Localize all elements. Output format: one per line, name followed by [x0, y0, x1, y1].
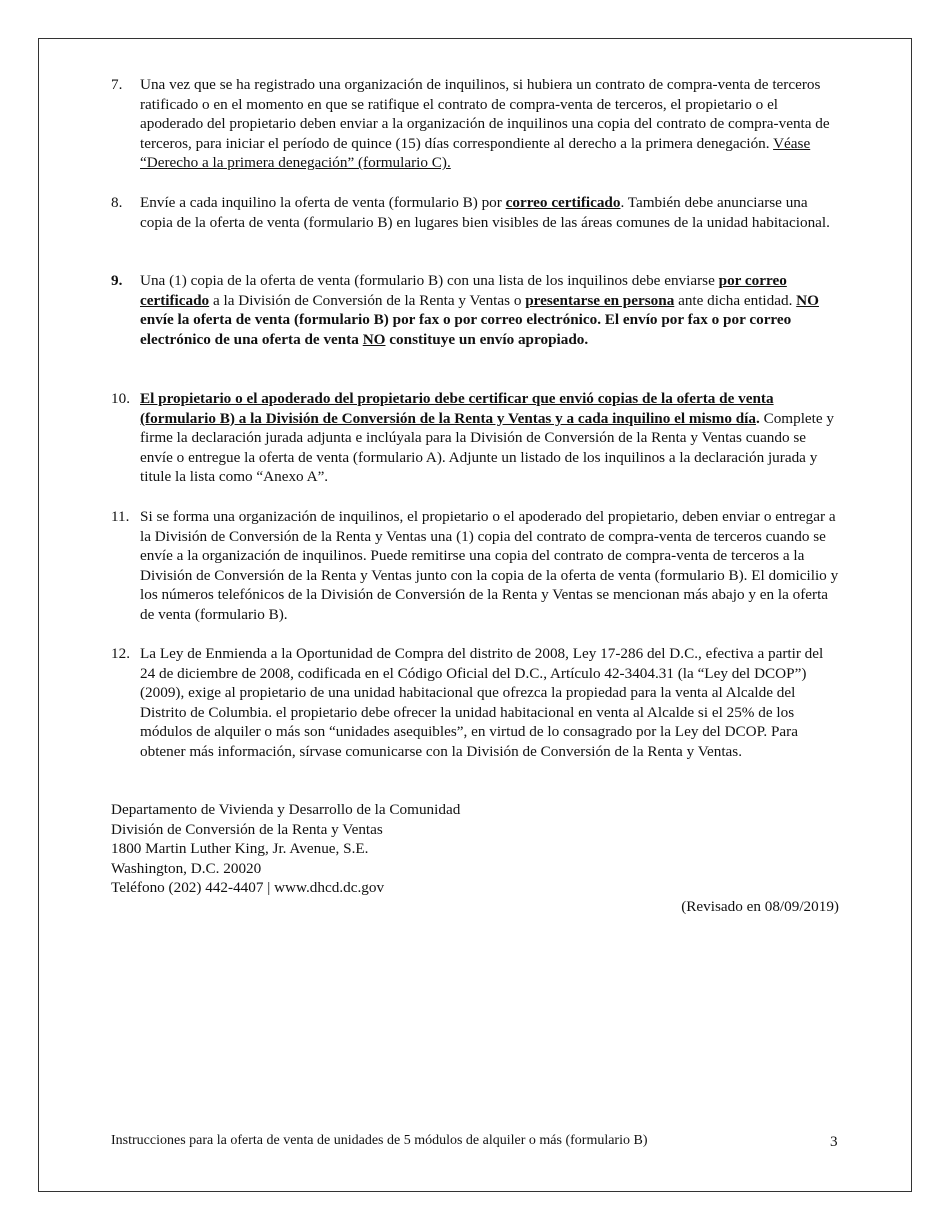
text-segment: Complete y firme la declaración jurada adjunta e inclúyala para la División de Conversión de la Renta y Ventas cuando se envíe o entregue la oferta de venta (formulario A). Adjunte un listado de los inquilinos a la declaración jurada y titule la lista como “Anexo A”. — [140, 409, 835, 486]
address-department: Departamento de Vivienda y Desarrollo de la Comunidad — [111, 801, 461, 818]
emphasis-in-person: presentarse en persona — [525, 291, 675, 309]
footer-title: Instrucciones para la oferta de venta de unidades de 5 módulos de alquiler o más (formulario B) — [111, 1133, 648, 1148]
item-number: 12. — [111, 645, 130, 662]
address-city: Washington, D.C. 20020 — [111, 859, 262, 877]
item-number: 9. — [111, 272, 123, 289]
address-street: 1800 Martin Luther King, Jr. Avenue, S.E. — [111, 840, 369, 858]
contact-address — [111, 800, 460, 898]
text-segment: . — [755, 409, 760, 427]
text-segment: ante dicha entidad. — [674, 291, 797, 309]
item-text — [140, 507, 839, 625]
emphasis-certified-mail: por correo certificado — [140, 272, 787, 309]
text-segment: Si se forma una organización de inquilinos, el propietario o el apoderado del propietario, deben enviar o entregar a la División de Conversión de la Renta y Ventas una (1) copia del contrato de compra-venta de terceros cuando se envíe a la organización de inquilinos. Puede remitirse una copia del contrato de compra-venta de terceros a la División de Conversión de la Renta y Ventas junto con la copia de la oferta de venta (formulario B). El domicilio y los números telefónicos de la División de Conversión de la Renta y Ventas se mencionan más abajo y en la oferta de venta (formulario B). — [140, 508, 839, 623]
item-number: 10. — [111, 390, 130, 407]
item-number: 11. — [111, 508, 130, 525]
address-division: División de Conversión de la Renta y Ventas — [111, 820, 383, 838]
list-item-9 — [111, 271, 839, 349]
text-segment: a la División de Conversión de la Renta y Ventas o — [209, 291, 526, 309]
text-segment: Envíe a cada inquilino la oferta de venta (formulario B) por — [140, 194, 506, 211]
revision-date: (Revisado en 08/09/2019) — [681, 898, 839, 915]
list-item-12 — [111, 644, 839, 762]
item-number: 7. — [111, 76, 123, 93]
page-number: 3 — [830, 1133, 838, 1150]
address-phone-web: Teléfono (202) 442-4407 | www.dhcd.dc.gov — [111, 879, 385, 897]
text-segment: . También debe anunciarse una copia de la oferta de venta (formulario B) en lugares bien visibles de las áreas comunes de la unidad habitacional. — [140, 194, 830, 231]
bold-warning: envíe la oferta de venta (formulario B) por fax o por correo electrónico. El envío por fax o por correo electrónico de una oferta de venta — [140, 311, 792, 348]
emphasis-no: NO — [796, 291, 819, 309]
text-segment: Una (1) copia de la oferta de venta (formulario B) con una lista de los inquilinos debe enviarse — [140, 272, 719, 289]
list-item-10 — [111, 389, 839, 487]
text-segment: La Ley de Enmienda a la Oportunidad de Compra del distrito de 2008, Ley 17-286 del D.C., efectiva a partir del 24 de diciembre de 2008, codificada en el Código Oficial del D.C., Artículo 42-3404.31 (la “Ley del DCOP”) (2009), exige al propietario de una unidad habitacional que ofrezca la propiedad para la venta al Alcalde del Distrito de Columbia. el propietario debe ofrecer la unidad habitacional en venta al Alcalde si el 25% de los módulos de alquiler o más son “unidades asequibles”, en virtud de lo consagrado por la Ley del DCOP. Para obtener más información, sírvase comunicarse con la División de Conversión de la Renta y Ventas. — [140, 645, 824, 760]
list-item-8 — [111, 193, 839, 232]
item-number: 8. — [111, 194, 123, 211]
emphasis-no: NO — [362, 330, 386, 348]
item-text — [140, 75, 839, 173]
item-text — [140, 271, 839, 349]
bold-warning: constituye un envío apropiado. — [385, 330, 589, 348]
list-item-7 — [111, 75, 839, 173]
emphasis-certify-same-day: El propietario o el apoderado del propietario debe certificar que envió copias de la oferta de venta (formulario B) a la División de Conversión de la Renta y Ventas y a cada inquilino el mismo día — [140, 390, 774, 427]
item-text — [140, 389, 839, 487]
text-segment: Una vez que se ha registrado una organización de inquilinos, si hubiera un contrato de compra-venta de terceros ratificado o en el momento en que se ratifique el contrato de compra-venta de terceros, el propietario o el apoderado del propietario deben enviar a la organización de inquilinos una copia del contrato de compra-venta de terceros, para iniciar el período de quince (15) días correspondiente al derecho a la primera denegación. — [140, 76, 830, 152]
item-text — [140, 193, 839, 232]
emphasis-certified-mail: correo certificado — [505, 194, 621, 211]
item-text — [140, 644, 839, 762]
list-item-11 — [111, 507, 839, 625]
form-c-reference: Véase “Derecho a la primera denegación” (formulario C). — [140, 134, 811, 172]
